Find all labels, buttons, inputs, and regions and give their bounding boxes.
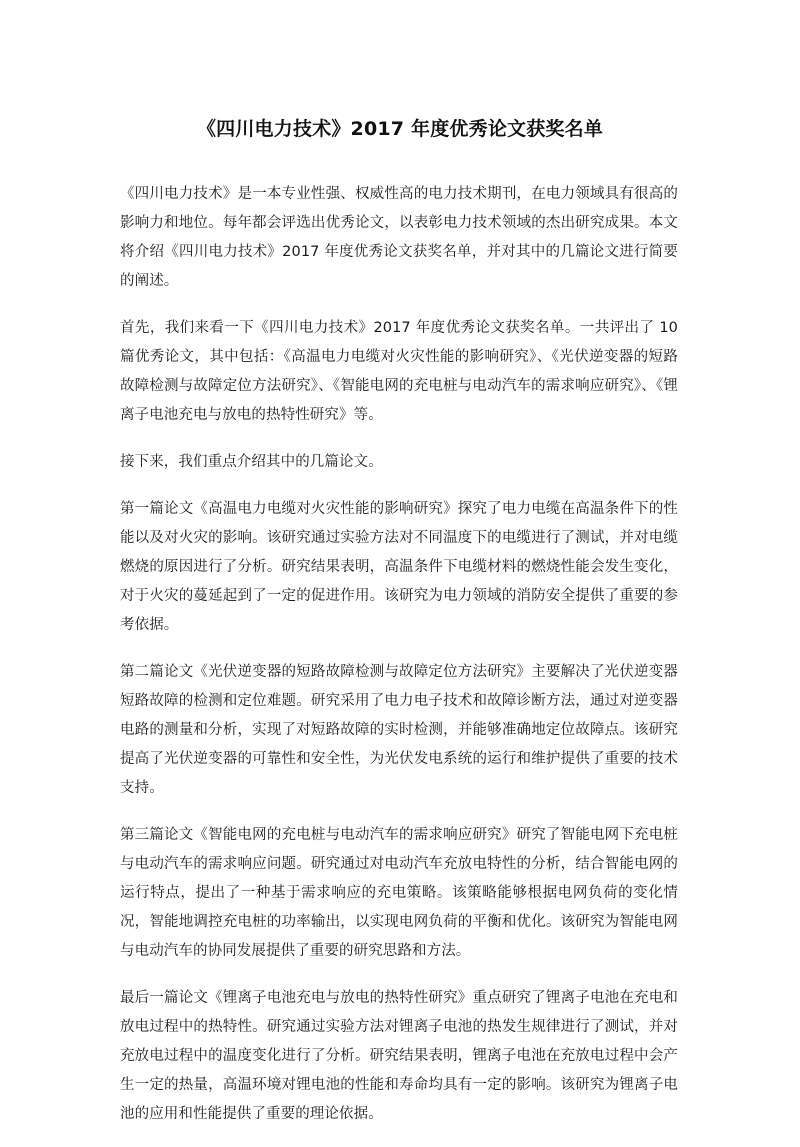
document-title: 《四川电力技术》2017 年度优秀论文获奖名单 (196, 118, 604, 140)
paragraph-last-paper: 最后一篇论文《锂离子电池充电与放电的热特性研究》重点研究了锂离子电池在充电和放电过程中的热特性。研究通过实验方法对锂离子电池的热发生规律进行了测试，并对充放电过程中的温度变化进行了分析。研究结果表明，锂离子电池在充放电过程中会产生一定的热量，高温环境对锂电池的性能和寿命均具有一定的影响。该研究为锂离子电池的应用和性能提供了重要的理论依据。 (120, 990, 678, 1122)
paragraph-intro: 《四川电力技术》是一本专业性强、权威性高的电力技术期刊，在电力领域具有很高的影响力和地位。每年都会评选出优秀论文，以表彰电力技术领域的杰出研究成果。本文将介绍《四川电力技术》2017 年度优秀论文获奖名单，并对其中的几篇论文进行简要的阐述。 (120, 186, 678, 289)
paragraph-second-paper: 第二篇论文《光伏逆变器的短路故障检测与故障定位方法研究》主要解决了光伏逆变器短路故障的检测和定位难题。研究采用了电力电子技术和故障诊断方法，通过对逆变器电路的测量和分析，实现了对短路故障的实时检测，并能够准确地定位故障点。该研究提高了光伏逆变器的可靠性和安全性，为光伏发电系统的运行和维护提供了重要的技术支持。 (120, 664, 678, 796)
document-body (120, 180, 678, 1147)
paragraph-award-list: 首先，我们来看一下《四川电力技术》2017 年度优秀论文获奖名单。一共评出了 10 篇优秀论文，其中包括：《高温电力电缆对火灾性能的影响研究》、《光伏逆变器的短路故障检测与故障定位方法研究》、《智能电网的充电桩与电动汽车的需求响应研究》、《锂离子电池充电与放电的热特性研究》等。 (120, 320, 678, 423)
paragraph-first-paper: 第一篇论文《高温电力电缆对火灾性能的影响研究》探究了电力电缆在高温条件下的性能以及对火灾的影响。该研究通过实验方法对不同温度下的电缆进行了测试，并对电缆燃烧的原因进行了分析。研究结果表明，高温条件下电缆材料的燃烧性能会发生变化，对于火灾的蔓延起到了一定的促进作用。该研究为电力领域的消防安全提供了重要的参考依据。 (120, 501, 678, 633)
paragraph-third-paper: 第三篇论文《智能电网的充电桩与电动汽车的需求响应研究》研究了智能电网下充电桩与电动汽车的需求响应问题。研究通过对电动汽车充放电特性的分析，结合智能电网的运行特点，提出了一种基于需求响应的充电策略。该策略能够根据电网负荷的变化情况，智能地调控充电桩的功率输出，以实现电网负荷的平衡和优化。该研究为智能电网与电动汽车的协同发展提供了重要的研究思路和方法。 (120, 827, 678, 959)
paragraph-transition: 接下来，我们重点介绍其中的几篇论文。 (120, 454, 383, 470)
